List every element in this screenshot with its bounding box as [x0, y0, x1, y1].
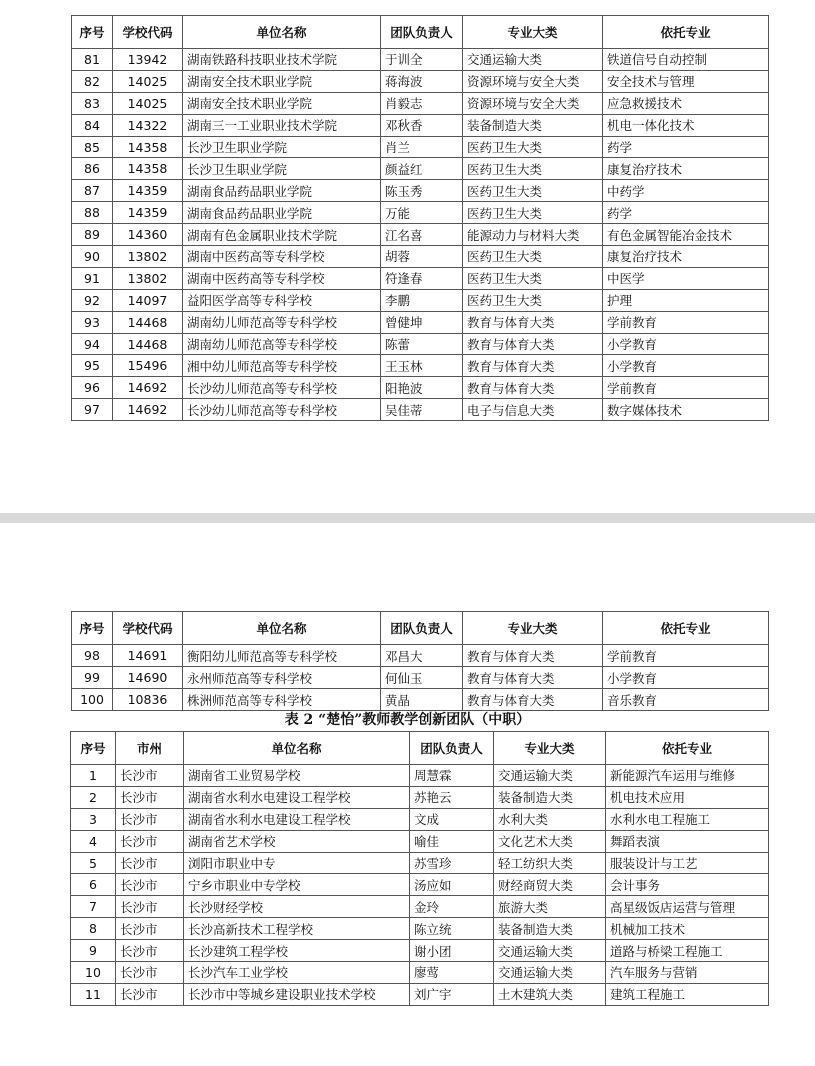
cell-code-or-city: 长沙市 [116, 874, 184, 896]
cell-index: 98 [72, 645, 113, 667]
cell-major-category: 医药卫生大类 [463, 267, 603, 289]
table-row [72, 399, 769, 421]
cell-unit-name: 长沙汽车工业学校 [184, 962, 410, 984]
table-row [71, 808, 769, 830]
cell-major-category: 教育与体育大类 [463, 377, 603, 399]
col-header-base-major: 依托专业 [603, 612, 769, 645]
cell-major-category: 轻工纺织大类 [494, 852, 606, 874]
col-header-index: 序号 [72, 612, 113, 645]
cell-code-or-city: 长沙市 [116, 830, 184, 852]
table-row [71, 830, 769, 852]
cell-base-major: 护理 [603, 289, 769, 311]
header-row [71, 732, 769, 765]
table-row [72, 246, 769, 268]
cell-index: 1 [71, 765, 116, 787]
col-header-base-major: 依托专业 [603, 16, 769, 49]
cell-major-category: 交通运输大类 [463, 49, 603, 71]
cell-major-category: 医药卫生大类 [463, 136, 603, 158]
cell-code-or-city: 10836 [113, 689, 183, 711]
col-header-team-leader: 团队负责人 [381, 612, 463, 645]
secondary-vocational-team-table [70, 731, 769, 1006]
cell-code-or-city: 14692 [113, 377, 183, 399]
cell-team-leader: 蒋海波 [381, 70, 463, 92]
cell-unit-name: 衡阳幼儿师范高等专科学校 [183, 645, 381, 667]
cell-team-leader: 吴佳蒂 [381, 399, 463, 421]
cell-major-category: 医药卫生大类 [463, 289, 603, 311]
cell-major-category: 教育与体育大类 [463, 645, 603, 667]
cell-base-major: 水利水电工程施工 [606, 808, 769, 830]
cell-code-or-city: 14358 [113, 136, 183, 158]
cell-team-leader: 于训全 [381, 49, 463, 71]
cell-code-or-city: 13942 [113, 49, 183, 71]
cell-base-major: 音乐教育 [603, 689, 769, 711]
cell-major-category: 水利大类 [494, 808, 606, 830]
cell-index: 94 [72, 333, 113, 355]
cell-code-or-city: 长沙市 [116, 983, 184, 1005]
cell-base-major: 康复治疗技术 [603, 246, 769, 268]
cell-code-or-city: 14690 [113, 667, 183, 689]
cell-unit-name: 湘中幼儿师范高等专科学校 [183, 355, 381, 377]
cell-team-leader: 谢小团 [410, 940, 494, 962]
header-row [72, 16, 769, 49]
cell-index: 82 [72, 70, 113, 92]
col-header-base-major: 依托专业 [606, 732, 769, 765]
cell-code-or-city: 14097 [113, 289, 183, 311]
cell-index: 87 [72, 180, 113, 202]
cell-code-or-city: 13802 [113, 267, 183, 289]
cell-index: 92 [72, 289, 113, 311]
team-table-continued [71, 15, 769, 421]
table-row [72, 377, 769, 399]
cell-major-category: 资源环境与安全大类 [463, 70, 603, 92]
cell-major-category: 土木建筑大类 [494, 983, 606, 1005]
cell-major-category: 教育与体育大类 [463, 311, 603, 333]
table-row [71, 983, 769, 1005]
cell-index: 3 [71, 808, 116, 830]
cell-unit-name: 长沙卫生职业学院 [183, 158, 381, 180]
table-header [71, 732, 769, 765]
cell-major-category: 资源环境与安全大类 [463, 92, 603, 114]
cell-index: 8 [71, 918, 116, 940]
table-row [72, 202, 769, 224]
cell-unit-name: 长沙高新技术工程学校 [184, 918, 410, 940]
cell-team-leader: 黄晶 [381, 689, 463, 711]
col-header-school-code: 学校代码 [113, 16, 183, 49]
cell-base-major: 小学教育 [603, 667, 769, 689]
table-row [72, 49, 769, 71]
cell-major-category: 医药卫生大类 [463, 180, 603, 202]
cell-code-or-city: 14358 [113, 158, 183, 180]
cell-base-major: 药学 [603, 202, 769, 224]
cell-major-category: 交通运输大类 [494, 962, 606, 984]
cell-unit-name: 长沙建筑工程学校 [184, 940, 410, 962]
table-row [72, 114, 769, 136]
cell-code-or-city: 长沙市 [116, 940, 184, 962]
table-row [71, 765, 769, 787]
cell-team-leader: 周慧霖 [410, 765, 494, 787]
col-header-index: 序号 [72, 16, 113, 49]
cell-code-or-city: 13802 [113, 246, 183, 268]
cell-team-leader: 曾健坤 [381, 311, 463, 333]
cell-base-major: 药学 [603, 136, 769, 158]
cell-team-leader: 阳艳波 [381, 377, 463, 399]
cell-base-major: 中药学 [603, 180, 769, 202]
cell-unit-name: 长沙卫生职业学院 [183, 136, 381, 158]
cell-code-or-city: 长沙市 [116, 962, 184, 984]
cell-index: 99 [72, 667, 113, 689]
table-row [72, 180, 769, 202]
cell-index: 2 [71, 786, 116, 808]
cell-index: 86 [72, 158, 113, 180]
cell-base-major: 汽车服务与营销 [606, 962, 769, 984]
cell-major-category: 医药卫生大类 [463, 202, 603, 224]
table-row [72, 311, 769, 333]
cell-base-major: 铁道信号自动控制 [603, 49, 769, 71]
header-row [72, 612, 769, 645]
cell-base-major: 新能源汽车运用与维修 [606, 765, 769, 787]
cell-code-or-city: 长沙市 [116, 852, 184, 874]
cell-index: 100 [72, 689, 113, 711]
cell-index: 96 [72, 377, 113, 399]
table-row [72, 70, 769, 92]
cell-code-or-city: 14468 [113, 333, 183, 355]
cell-index: 81 [72, 49, 113, 71]
cell-index: 89 [72, 224, 113, 246]
cell-major-category: 教育与体育大类 [463, 333, 603, 355]
cell-code-or-city: 长沙市 [116, 918, 184, 940]
cell-team-leader: 王玉林 [381, 355, 463, 377]
cell-team-leader: 廖莺 [410, 962, 494, 984]
document-page-1 [0, 0, 815, 513]
col-header-major-category: 专业大类 [463, 612, 603, 645]
table-row [72, 136, 769, 158]
cell-team-leader: 刘广宇 [410, 983, 494, 1005]
cell-index: 4 [71, 830, 116, 852]
table-header [72, 612, 769, 645]
cell-major-category: 电子与信息大类 [463, 399, 603, 421]
cell-team-leader: 符逢春 [381, 267, 463, 289]
table-row [71, 852, 769, 874]
col-header-unit-name: 单位名称 [183, 612, 381, 645]
cell-unit-name: 长沙幼儿师范高等专科学校 [183, 377, 381, 399]
table-row [71, 786, 769, 808]
cell-major-category: 交通运输大类 [494, 765, 606, 787]
cell-code-or-city: 14359 [113, 202, 183, 224]
cell-code-or-city: 14360 [113, 224, 183, 246]
table-row [71, 962, 769, 984]
cell-base-major: 应急救援技术 [603, 92, 769, 114]
cell-code-or-city: 14025 [113, 70, 183, 92]
table-row [72, 667, 769, 689]
cell-code-or-city: 14692 [113, 399, 183, 421]
cell-team-leader: 陈蕾 [381, 333, 463, 355]
page-separator [0, 513, 815, 523]
cell-base-major: 建筑工程施工 [606, 983, 769, 1005]
cell-unit-name: 湖南幼儿师范高等专科学校 [183, 333, 381, 355]
cell-major-category: 装备制造大类 [463, 114, 603, 136]
table-row [72, 92, 769, 114]
cell-index: 10 [71, 962, 116, 984]
cell-index: 83 [72, 92, 113, 114]
table-row [71, 918, 769, 940]
table-row [72, 645, 769, 667]
cell-team-leader: 陈立统 [410, 918, 494, 940]
cell-team-leader: 肖毅志 [381, 92, 463, 114]
cell-major-category: 能源动力与材料大类 [463, 224, 603, 246]
cell-base-major: 道路与桥梁工程施工 [606, 940, 769, 962]
cell-base-major: 会计事务 [606, 874, 769, 896]
cell-major-category: 装备制造大类 [494, 786, 606, 808]
cell-team-leader: 肖兰 [381, 136, 463, 158]
cell-base-major: 机电技术应用 [606, 786, 769, 808]
cell-index: 91 [72, 267, 113, 289]
cell-base-major: 学前教育 [603, 311, 769, 333]
cell-unit-name: 湖南三一工业职业技术学院 [183, 114, 381, 136]
cell-index: 5 [71, 852, 116, 874]
cell-major-category: 教育与体育大类 [463, 689, 603, 711]
cell-team-leader: 江名喜 [381, 224, 463, 246]
cell-unit-name: 永州师范高等专科学校 [183, 667, 381, 689]
cell-unit-name: 长沙幼儿师范高等专科学校 [183, 399, 381, 421]
cell-team-leader: 邓昌大 [381, 645, 463, 667]
table-body [72, 645, 769, 711]
cell-team-leader: 喻佳 [410, 830, 494, 852]
cell-index: 6 [71, 874, 116, 896]
document-page-2 [0, 523, 815, 1066]
table-row [72, 355, 769, 377]
cell-index: 84 [72, 114, 113, 136]
cell-index: 7 [71, 896, 116, 918]
col-header-major-category: 专业大类 [494, 732, 606, 765]
table-row [72, 158, 769, 180]
cell-major-category: 旅游大类 [494, 896, 606, 918]
table-row [71, 896, 769, 918]
table-row [72, 689, 769, 711]
cell-index: 95 [72, 355, 113, 377]
cell-index: 88 [72, 202, 113, 224]
cell-team-leader: 汤应如 [410, 874, 494, 896]
cell-unit-name: 湖南食品药品职业学院 [183, 180, 381, 202]
cell-base-major: 小学教育 [603, 333, 769, 355]
cell-base-major: 安全技术与管理 [603, 70, 769, 92]
cell-team-leader: 陈玉秀 [381, 180, 463, 202]
cell-base-major: 数字媒体技术 [603, 399, 769, 421]
cell-base-major: 服装设计与工艺 [606, 852, 769, 874]
cell-unit-name: 宁乡市职业中专学校 [184, 874, 410, 896]
cell-major-category: 财经商贸大类 [494, 874, 606, 896]
cell-index: 11 [71, 983, 116, 1005]
cell-team-leader: 颜益红 [381, 158, 463, 180]
cell-unit-name: 益阳医学高等专科学校 [183, 289, 381, 311]
col-header-school-code: 学校代码 [113, 612, 183, 645]
cell-code-or-city: 长沙市 [116, 786, 184, 808]
cell-index: 97 [72, 399, 113, 421]
cell-team-leader: 胡蓉 [381, 246, 463, 268]
cell-unit-name: 湖南中医药高等专科学校 [183, 246, 381, 268]
cell-code-or-city: 14468 [113, 311, 183, 333]
col-header-unit-name: 单位名称 [184, 732, 410, 765]
table-row [72, 289, 769, 311]
table-row [72, 267, 769, 289]
cell-unit-name: 湖南省水利水电建设工程学校 [184, 786, 410, 808]
cell-team-leader: 万能 [381, 202, 463, 224]
cell-unit-name: 长沙市中等城乡建设职业技术学校 [184, 983, 410, 1005]
cell-base-major: 有色金属智能冶金技术 [603, 224, 769, 246]
cell-index: 93 [72, 311, 113, 333]
col-header-index: 序号 [71, 732, 116, 765]
cell-unit-name: 湖南省水利水电建设工程学校 [184, 808, 410, 830]
cell-index: 9 [71, 940, 116, 962]
col-header-team-leader: 团队负责人 [410, 732, 494, 765]
cell-major-category: 医药卫生大类 [463, 158, 603, 180]
cell-major-category: 交通运输大类 [494, 940, 606, 962]
table-header [72, 16, 769, 49]
cell-code-or-city: 14025 [113, 92, 183, 114]
table-row [71, 874, 769, 896]
cell-major-category: 文化艺术大类 [494, 830, 606, 852]
cell-unit-name: 湖南安全技术职业学院 [183, 92, 381, 114]
col-header-unit-name: 单位名称 [183, 16, 381, 49]
cell-unit-name: 湖南幼儿师范高等专科学校 [183, 311, 381, 333]
cell-code-or-city: 15496 [113, 355, 183, 377]
table-row [72, 224, 769, 246]
cell-base-major: 学前教育 [603, 645, 769, 667]
cell-code-or-city: 长沙市 [116, 765, 184, 787]
cell-code-or-city: 长沙市 [116, 896, 184, 918]
cell-unit-name: 湖南中医药高等专科学校 [183, 267, 381, 289]
cell-team-leader: 何仙玉 [381, 667, 463, 689]
cell-team-leader: 苏雪珍 [410, 852, 494, 874]
cell-code-or-city: 14359 [113, 180, 183, 202]
cell-base-major: 康复治疗技术 [603, 158, 769, 180]
cell-code-or-city: 14691 [113, 645, 183, 667]
cell-unit-name: 浏阳市职业中专 [184, 852, 410, 874]
cell-team-leader: 苏艳云 [410, 786, 494, 808]
cell-unit-name: 湖南有色金属职业技术学院 [183, 224, 381, 246]
col-header-city: 市州 [116, 732, 184, 765]
cell-team-leader: 李鹏 [381, 289, 463, 311]
cell-unit-name: 湖南铁路科技职业技术学院 [183, 49, 381, 71]
cell-base-major: 中医学 [603, 267, 769, 289]
table-row [71, 940, 769, 962]
cell-unit-name: 长沙财经学校 [184, 896, 410, 918]
cell-base-major: 舞蹈表演 [606, 830, 769, 852]
cell-team-leader: 金玲 [410, 896, 494, 918]
cell-major-category: 装备制造大类 [494, 918, 606, 940]
cell-major-category: 教育与体育大类 [463, 355, 603, 377]
cell-code-or-city: 长沙市 [116, 808, 184, 830]
table-body [72, 49, 769, 421]
cell-unit-name: 湖南安全技术职业学院 [183, 70, 381, 92]
cell-code-or-city: 14322 [113, 114, 183, 136]
cell-unit-name: 湖南食品药品职业学院 [183, 202, 381, 224]
cell-base-major: 机械加工技术 [606, 918, 769, 940]
col-header-team-leader: 团队负责人 [381, 16, 463, 49]
cell-base-major: 小学教育 [603, 355, 769, 377]
cell-unit-name: 湖南省工业贸易学校 [184, 765, 410, 787]
table2-caption: 表 2 “楚怡”教师教学创新团队（中职） [284, 712, 531, 728]
cell-unit-name: 株洲师范高等专科学校 [183, 689, 381, 711]
cell-base-major: 高星级饭店运营与管理 [606, 896, 769, 918]
table-row [72, 333, 769, 355]
cell-major-category: 教育与体育大类 [463, 667, 603, 689]
cell-index: 85 [72, 136, 113, 158]
cell-team-leader: 邓秋香 [381, 114, 463, 136]
cell-base-major: 学前教育 [603, 377, 769, 399]
cell-team-leader: 文成 [410, 808, 494, 830]
cell-major-category: 医药卫生大类 [463, 246, 603, 268]
cell-unit-name: 湖南省艺术学校 [184, 830, 410, 852]
col-header-major-category: 专业大类 [463, 16, 603, 49]
cell-index: 90 [72, 246, 113, 268]
team-table-continued-end [71, 611, 769, 711]
table-body [71, 765, 769, 1006]
cell-base-major: 机电一体化技术 [603, 114, 769, 136]
